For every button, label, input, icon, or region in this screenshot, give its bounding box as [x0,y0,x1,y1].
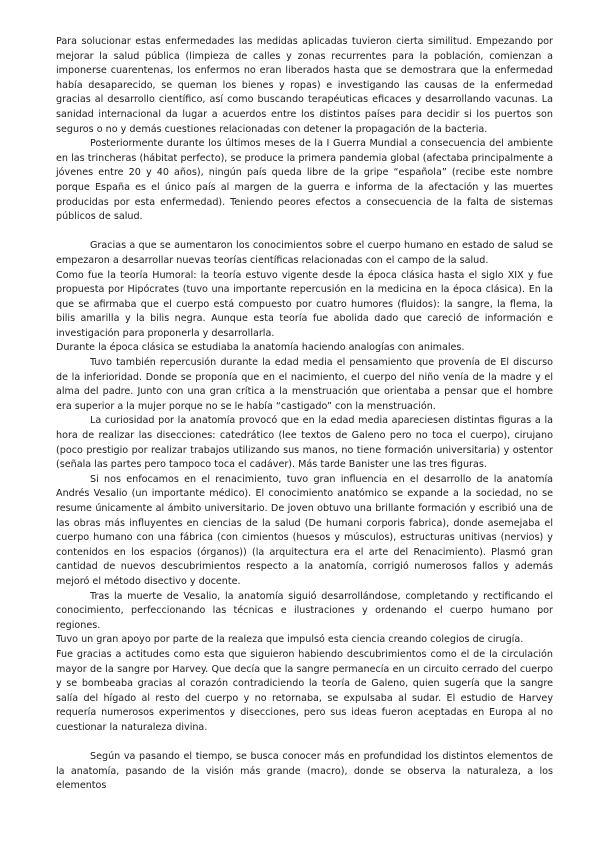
paragraph-vesalius: Si nos enfocamos en el renacimiento, tuvo gran influencia en el desarrollo de la anatomía Andrés Vesalio (un importante médico). El conocimiento anatómico se expande a la sociedad, no se resume únicamente al ámbito universitario. De joven obtuvo una brillante formación y escribió una de las obras más influyentes en ciencias de la salud (De humani corporis fabrica), donde asemejaba el cuerpo humano con una fábrica (con cimientos (huesos y músculos), estructuras unitivas (nervios) y contenidos en los espacios (órganos)) (la arquitectura era el arte del Renacimiento). Plasmó gran cantidad de nuevos descubrimientos respecto a la anatomía, corrigió numerosos fallos y además mejoró el método disectivo y docente. [56,473,553,587]
paragraph-harvey: Fue gracias a actitudes como esta que siguieron habiendo descubrimientos como el de la circulación mayor de la sangre por Harvey. Que decía que la sangre permanecía en un circuito cerrado del cuerpo y se bombeaba gracias al corazón contradiciendo la teoría de Galeno, quien sugería que la sangre salía del hígado al resto del cuerpo y no retornaba, se expulsaba al sudar. El estudio de Harvey requería numerosos experimentos y disecciones, pero sus ideas fueron aceptadas en Europa al no cuestionar la naturaleza divina. [56,648,553,733]
paragraph-spanish-flu: Posteriormente durante los últimos meses de la I Guerra Mundial a consecuencia del ambiente en las trincheras (hábitat perfecto), se produce la primera pandemia global (afectaba principalmente a jóvenes entre 20 y 40 años), ningún país queda libre de la gripe “española” (recibe este nombre porque España es el único país al margen de la guerra e informa de la afectación y las muertes producidas por esta enfermedad). Teniendo peores efectos a consecuencia de la falta de sistemas públicos de salud. [56,138,553,223]
paragraph-royal-support: Tuvo un gran apoyo por parte de la realeza que impulsó esta ciencia creando colegios de cirugía. [56,634,524,646]
paragraph-disease-measures: Para solucionar estas enfermedades las medidas aplicadas tuvieron cierta similitud. Empezando por mejorar la salud pública (limpieza de calles y zonas recurrentes para la población, comienzan a imponerse cuarentenas, los enfermos no eran liberados hasta que se demostrara que la enfermedad había desaparecido, se queman los bienes y ropas) e investigando las causas de la enfermedad gracias al desarrollo científico, así como buscando terapéuticas eficaces y desarrollando vacunas. La sanidad internacional da lugar a acuerdos entre los distintos países para decidir si los puertos son seguros o no y demás cuestiones relacionadas con detener la propagación de la bacteria. [56,36,553,135]
paragraph-anatomy-depth: Según va pasando el tiempo, se busca conocer más en profundidad los distintos elementos de la anatomía, pasando de la visión más grande (macro), donde se observa la naturaleza, a los elementos [56,751,553,792]
paragraph-classical-anatomy: Durante la época clásica se estudiaba la anatomía haciendo analogías con animales. [56,342,465,354]
paragraph-after-vesalius: Tras la muerte de Vesalio, la anatomía siguió desarrollándose, completando y rectificando el conocimiento, perfeccionando las técnicas e ilustraciones y ordenando el cuerpo humano por regiones. [56,590,553,631]
paragraph-dissection-figures: La curiosidad por la anatomía provocó que en la edad media apareciesen distintas figuras a la hora de realizar las disecciones: catedrático (lee textos de Galeno pero no toca el cuerpo), cirujano (poco prestigio por realizar trabajos utilizando sus manos, no tiene formación universitaria) y ostentor (señala las partes pero tampoco toca el cadáver). Más tarde Banister une las tres figuras. [56,415,553,471]
paragraph-inferiority-discourse: Tuvo también repercusión durante la edad media el pensamiento que provenía de El discurso de la inferioridad. Donde se proponía que en el nacimiento, el cuerpo del niño venía de la madre y el alma del padre. Junto con una gran crítica a la menstruación que orientaba a pensar que el hombre era superior a la mujer porque no se le había “castigado” con la menstruación. [56,357,553,412]
paragraph-humoral-theory: Como fue la teoría Humoral: la teoría estuvo vigente desde la época clásica hasta el siglo XIX y fue propuesta por Hipócrates (tuvo una importante repercusión en la medicina en la época clásica). En la que se afirmaba que el cuerpo está compuesto por cuatro humores (fluidos): la sangre, la flema, la bilis amarilla y la bilis negra. Aunque esta teoría fue abolida dado que careció de información e investigación para proponerla y desarrollarla. [56,269,553,339]
document-page [56,35,553,794]
paragraph-new-theories: Gracias a que se aumentaron los conocimientos sobre el cuerpo humano en estado de salud se empezaron a desarrollar nuevas teorías científicas relacionadas con el campo de la salud. [56,240,553,266]
